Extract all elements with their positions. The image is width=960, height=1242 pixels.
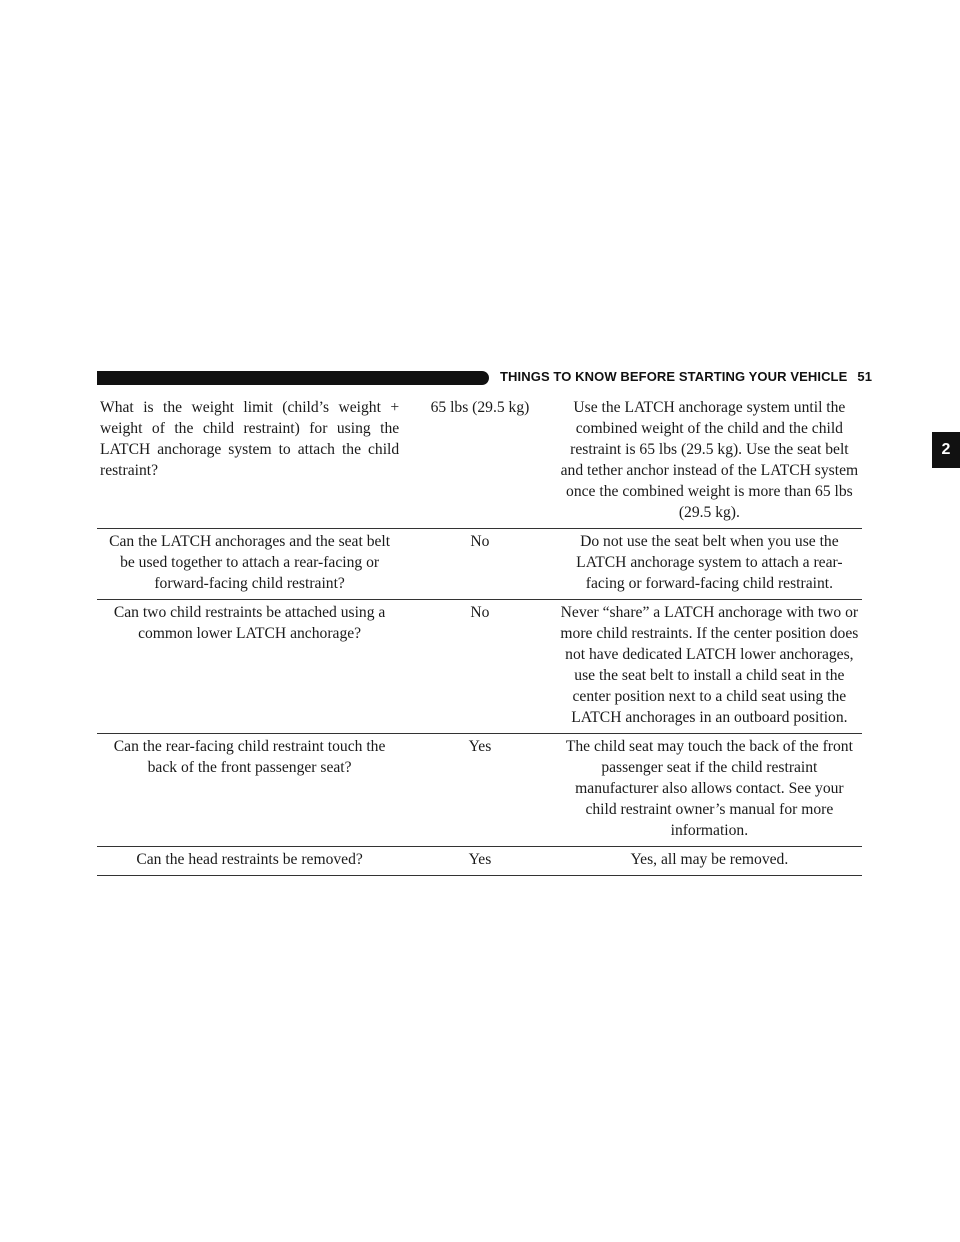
running-header [500,369,872,384]
table-row [97,734,862,847]
latch-faq-table [97,395,862,876]
page-number: 51 [857,369,873,384]
section-title: THINGS TO KNOW BEFORE STARTING YOUR VEHICLE [500,369,848,384]
question-cell: Can two child restraints be attached using a common lower LATCH anchorage? [97,600,403,734]
table-row [97,847,862,876]
answer-cell: Yes [403,734,557,847]
question-cell: Can the LATCH anchorages and the seat belt be used together to attach a rear-facing or forward-facing child restraint? [97,529,403,600]
header-rule [97,371,489,385]
answer-cell: No [403,600,557,734]
question-cell: Can the head restraints be removed? [97,847,403,876]
table-row [97,600,862,734]
table-row [97,529,862,600]
answer-cell: No [403,529,557,600]
detail-cell: Do not use the seat belt when you use the LATCH anchorage system to attach a rear-facing or forward-facing child restraint. [557,529,862,600]
question-cell: Can the rear-facing child restraint touch the back of the front passenger seat? [97,734,403,847]
detail-cell: The child seat may touch the back of the front passenger seat if the child restraint manufacturer also allows contact. See your child restraint owner’s manual for more information. [557,734,862,847]
detail-cell: Yes, all may be removed. [557,847,862,876]
detail-cell: Use the LATCH anchorage system until the combined weight of the child and the child restraint is 65 lbs (29.5 kg). Use the seat belt and tether anchor instead of the LATCH system once the combined weight is more than 65 lbs (29.5 kg). [557,395,862,529]
table-row [97,395,862,529]
answer-cell: 65 lbs (29.5 kg) [403,395,557,529]
answer-cell: Yes [403,847,557,876]
chapter-tab: 2 [932,432,960,468]
question-cell: What is the weight limit (child’s weight + weight of the child restraint) for using the LATCH anchorage system to attach the child restraint? [97,395,403,529]
detail-cell: Never “share” a LATCH anchorage with two or more child restraints. If the center position does not have dedicated LATCH lower anchorages, use the seat belt to install a child seat in the center position next to a child seat using the LATCH anchorages in an outboard position. [557,600,862,734]
